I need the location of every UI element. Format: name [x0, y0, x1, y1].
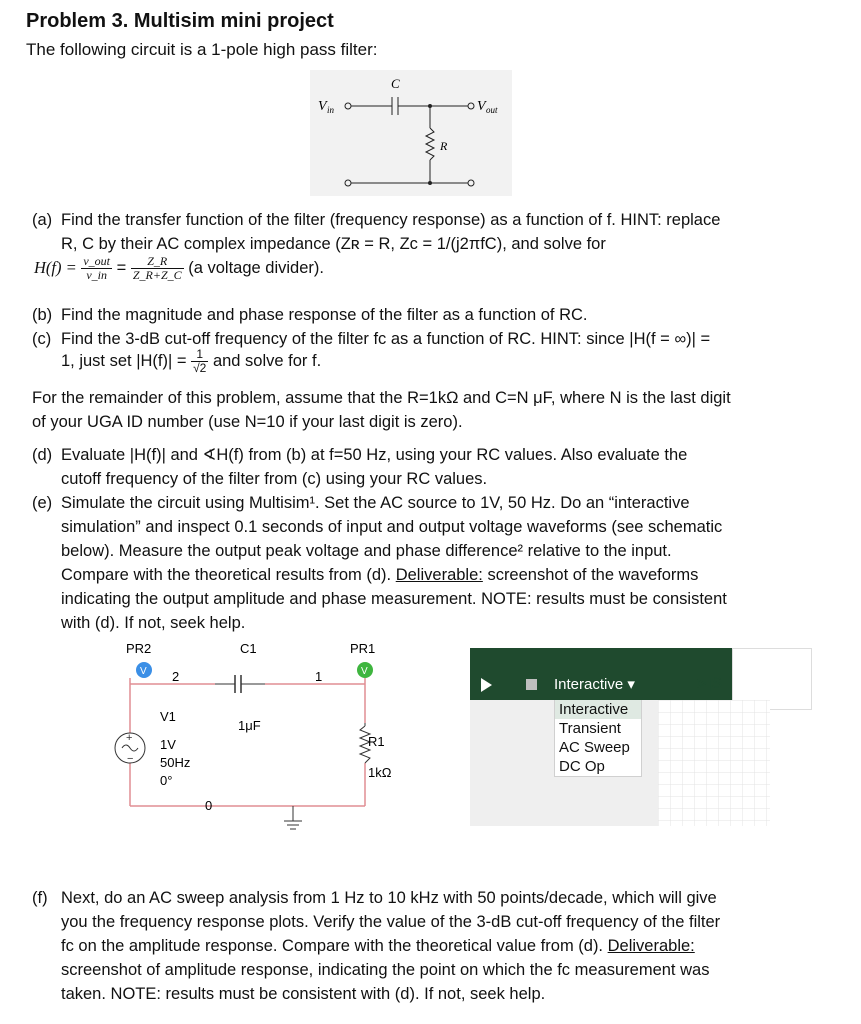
part-d-line1: Evaluate |H(f)| and ∢H(f) from (b) at f=50 Hz, using your RC values. Also evaluate the [61, 446, 688, 464]
f2-den: Z_R+Z_C [132, 268, 182, 282]
part-b-text: Find the magnitude and phase response of the filter as a function of RC. [61, 306, 588, 324]
h-lhs: H(f) = [34, 257, 77, 277]
node2-label: 2 [172, 669, 180, 684]
part-a-tail: (a voltage divider). [188, 258, 324, 277]
mode-menu [554, 700, 642, 777]
part-d-line2: cutoff frequency of the filter from (c) using your RC values. [61, 470, 488, 488]
part-a-line1: Find the transfer function of the filter (frequency response) as a function of f. HINT: replace [61, 211, 721, 229]
r1-value: 1kΩ [368, 765, 392, 780]
c-frac-num: 1 [191, 348, 208, 362]
part-f-deliverable: Deliverable: [607, 937, 695, 955]
v1-label: V1 [160, 709, 176, 724]
one-over-root2 [191, 348, 208, 375]
probe-tool[interactable] [696, 675, 722, 693]
simulation-panel [470, 648, 810, 826]
probe-tool-icon: ⊳| [696, 675, 712, 691]
v1-amplitude: 1V [160, 737, 176, 752]
part-f-label: (f) [32, 889, 48, 907]
mode-dropdown[interactable]: Interactive ▾ [554, 676, 635, 693]
svg-text:−: − [127, 753, 134, 765]
probe-tool-s: S [711, 675, 723, 692]
res-label: R [440, 139, 448, 153]
transfer-function-equation [34, 255, 324, 282]
v1-frequency: 50Hz [160, 755, 191, 770]
part-c-line1: Find the 3-dB cut-off frequency of the filter fc as a function of RC. HINT: since |H(f = ∞)| = [61, 330, 711, 348]
part-c-pre: 1, just set |H(f)| = [61, 351, 187, 370]
node0-label: 0 [205, 798, 213, 813]
part-e-line1: Simulate the circuit using Multisim¹. Set the AC source to 1V, 50 Hz. Do an “interactive [61, 494, 690, 512]
part-b-label: (b) [32, 306, 53, 324]
part-e-line6: with (d). If not, seek help. [61, 614, 246, 632]
f1-num: v_out [83, 254, 111, 268]
pr1-label: PR1 [350, 641, 376, 656]
c1-value: 1μF [238, 718, 261, 733]
part-c-line2 [61, 348, 321, 375]
play-icon[interactable] [481, 678, 492, 692]
f1-den: v_in [86, 268, 108, 282]
part-e-label: (e) [32, 494, 53, 512]
multisim-schematic [100, 638, 430, 838]
c-frac-den: √2 [193, 361, 207, 375]
fraction-zr [131, 255, 184, 282]
part-e-line2: simulation” and inspect 0.1 seconds of input and output voltage waveforms (see schematic [61, 518, 723, 536]
part-f-line1: Next, do an AC sweep analysis from 1 Hz to 10 kHz with 50 points/decade, which will give [61, 889, 717, 907]
vout-sub: out [486, 105, 498, 115]
menu-item-dc-op[interactable]: DC Op [559, 758, 605, 775]
part-c-post: and solve for f. [212, 351, 322, 370]
part-c-label: (c) [32, 330, 52, 348]
svg-text:+: + [126, 732, 133, 744]
menu-item-ac-sweep[interactable]: AC Sweep [559, 739, 630, 756]
menu-item-interactive[interactable]: Interactive [555, 700, 641, 719]
cap-label: C [391, 76, 400, 91]
part-e-line4-post: screenshot of the waveforms [487, 566, 699, 584]
eq-sign: = [116, 258, 127, 277]
remainder-line2: of your UGA ID number (use N=10 if your last digit is zero). [32, 413, 463, 431]
fraction-vout-vin [81, 255, 112, 282]
part-f-line2: you the frequency response plots. Verify the value of the 3-dB cut-off frequency of the filter [61, 913, 721, 931]
part-f-line3 [61, 934, 695, 958]
vout-label: V [477, 99, 486, 114]
page-subtitle: The following circuit is a 1-pole high pass filter: [26, 40, 378, 59]
pr2-v: V [140, 666, 147, 677]
canvas-grid [658, 700, 770, 826]
part-e-line3: below). Measure the output peak voltage and phase difference² relative to the input. [61, 542, 672, 560]
remainder-line1: For the remainder of this problem, assume that the R=1kΩ and C=N μF, where N is the last digit [32, 389, 731, 407]
part-a-line2: R, C by their AC complex impedance (Zʀ = R, Zc = 1/(j2πfC), and solve for [61, 235, 606, 253]
r1-label: R1 [368, 734, 385, 749]
part-e-line4-pre: Compare with the theoretical results from (d). [61, 566, 392, 584]
part-a-label: (a) [32, 211, 53, 229]
f2-num: Z_R [131, 255, 184, 269]
c1-label: C1 [240, 641, 257, 656]
menu-item-transient[interactable]: Transient [559, 720, 621, 737]
part-f-line5: taken. NOTE: results must be consistent with (d). If not, seek help. [61, 985, 546, 1003]
part-e-deliverable: Deliverable: [395, 566, 483, 584]
part-e-line5: indicating the output amplitude and phase measurement. NOTE: results must be consistent [61, 590, 727, 608]
pr1-v: V [361, 666, 368, 677]
page-title: Problem 3. Multisim mini project [26, 10, 334, 32]
pr2-label: PR2 [126, 641, 152, 656]
v1-phase: 0° [160, 773, 173, 788]
part-e-line4 [61, 563, 698, 587]
part-d-label: (d) [32, 446, 53, 464]
node1-label: 1 [315, 669, 323, 684]
part-f-line4: screenshot of amplitude response, indicating the point on which the fc measurement was [61, 961, 710, 979]
hpf-circuit-figure [310, 70, 512, 196]
vin-sub: in [327, 105, 335, 115]
stop-icon[interactable] [526, 679, 537, 690]
vin-label: V [318, 99, 327, 114]
part-f-line3-text: fc on the amplitude response. Compare with the theoretical value from (d). [61, 937, 604, 955]
